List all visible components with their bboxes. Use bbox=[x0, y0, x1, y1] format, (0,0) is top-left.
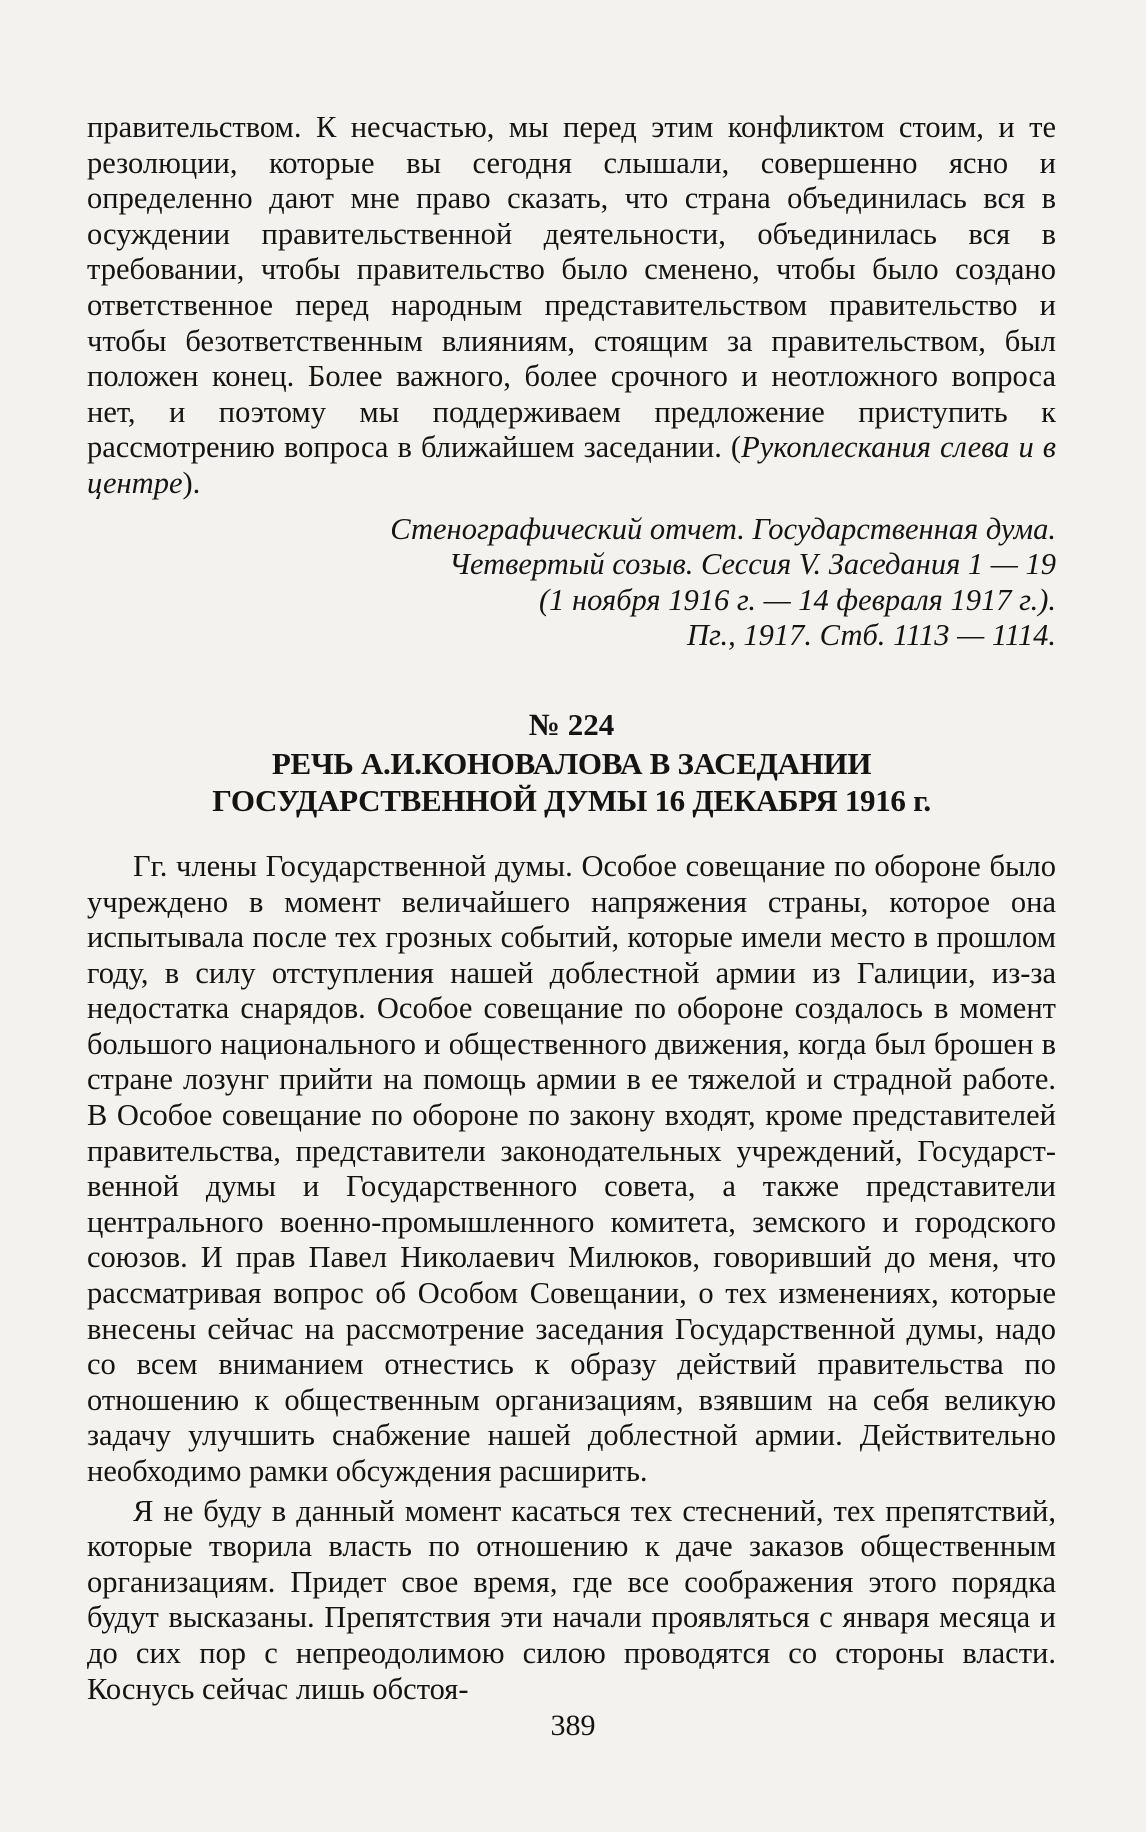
applause-remark: Рукоплескания слева и в центре bbox=[87, 430, 1056, 500]
speech-body bbox=[87, 849, 1056, 1707]
source-line-4: Пг., 1917. Стб. 1113 — 1114. bbox=[687, 618, 1056, 653]
source-citation bbox=[87, 512, 1056, 654]
applause-close: ). bbox=[182, 465, 201, 500]
intro-paragraph bbox=[87, 110, 1056, 502]
document-title-line-1: РЕЧЬ А.И.КОНОВАЛОВА В ЗАСЕДАНИИ bbox=[271, 745, 872, 781]
document-number: № 224 bbox=[528, 706, 615, 742]
speech-paragraph-2: Я не буду в данный момент касаться тех стеснений, тех препятствий, которые творила власть по отношению к даче заказов общественным организациям. Придет свое время, где все соображения этого порядка будут высказаны. Препятствия эти начали проявляться с января месяца и до сих пор с непреодолимою силою проводятся со стороны власти. Коснусь сейчас лишь обстоя- bbox=[87, 1493, 1056, 1706]
applause-open: ( bbox=[730, 430, 742, 465]
source-line-1: Стенографический отчет. Государственная дума. bbox=[390, 511, 1056, 546]
speech-paragraph-1: Гг. члены Государственной думы. Особое совещание по обороне было учреждено в момент величайшего напряжения страны, которое она испытывала после тех грозных событий, которые имели место в прошлом году, в силу отступления нашей доблестной армии из Галиции, из-за недостатка снарядов. Особое совещание по обороне создалось в момент большого национального и общественного движения, когда был брошен в стране лозунг прийти на помощь армии в ее тяжелой и страдной работе. В Особое совещание по обороне по закону входят, кроме представителей правительства, представители законодательных учреждений, Государственной думы и Государственного совета, а также представители центрального военно-промышленного комитета, земского и городского союзов. И прав Павел Николаевич Милюков, говоривший до меня, что рассматривая вопрос об Особом Совещании, о тех изменениях, которые внесены сейчас на рассмотрение заседания Государственной думы, надо со всем вниманием отнестись к образу действий правительства по отношению к общественным организациям, взявшим на себя великую задачу улучшить снабжение нашей доблестной армии. Действительно необходимо рамки обсуждения расширить. bbox=[87, 848, 1056, 1488]
document-title-line-2: ГОСУДАРСТВЕННОЙ ДУМЫ 16 ДЕКАБРЯ 1916 г. bbox=[212, 782, 931, 818]
source-line-3: (1 ноября 1916 г. — 14 февраля 1917 г.). bbox=[539, 582, 1056, 617]
intro-paragraph-text: правительством. К несчастью, мы перед этим конфликтом стоим, и те резолюции, которые вы сегодня слышали, совершенно ясно и определенно дают мне право сказать, что страна объединилась вся в осуждении правительственной деятельности, объединилась вся в требовании, чтобы правительство было сменено, чтобы было создано ответственное перед народным представительством правительство и чтобы безответственным влияниям, стоящим за правительством, был положен конец. Более важного, более срочного и неотложного вопроса нет, и поэтому мы поддерживаем предложение приступить к рассмотрению вопроса в ближайшем заседании. bbox=[87, 110, 1056, 465]
page-number: 389 bbox=[550, 1709, 596, 1742]
document-title bbox=[87, 745, 1056, 819]
source-line-2: Четвертый созыв. Сессия V. Заседания 1 — 19 bbox=[448, 547, 1056, 582]
